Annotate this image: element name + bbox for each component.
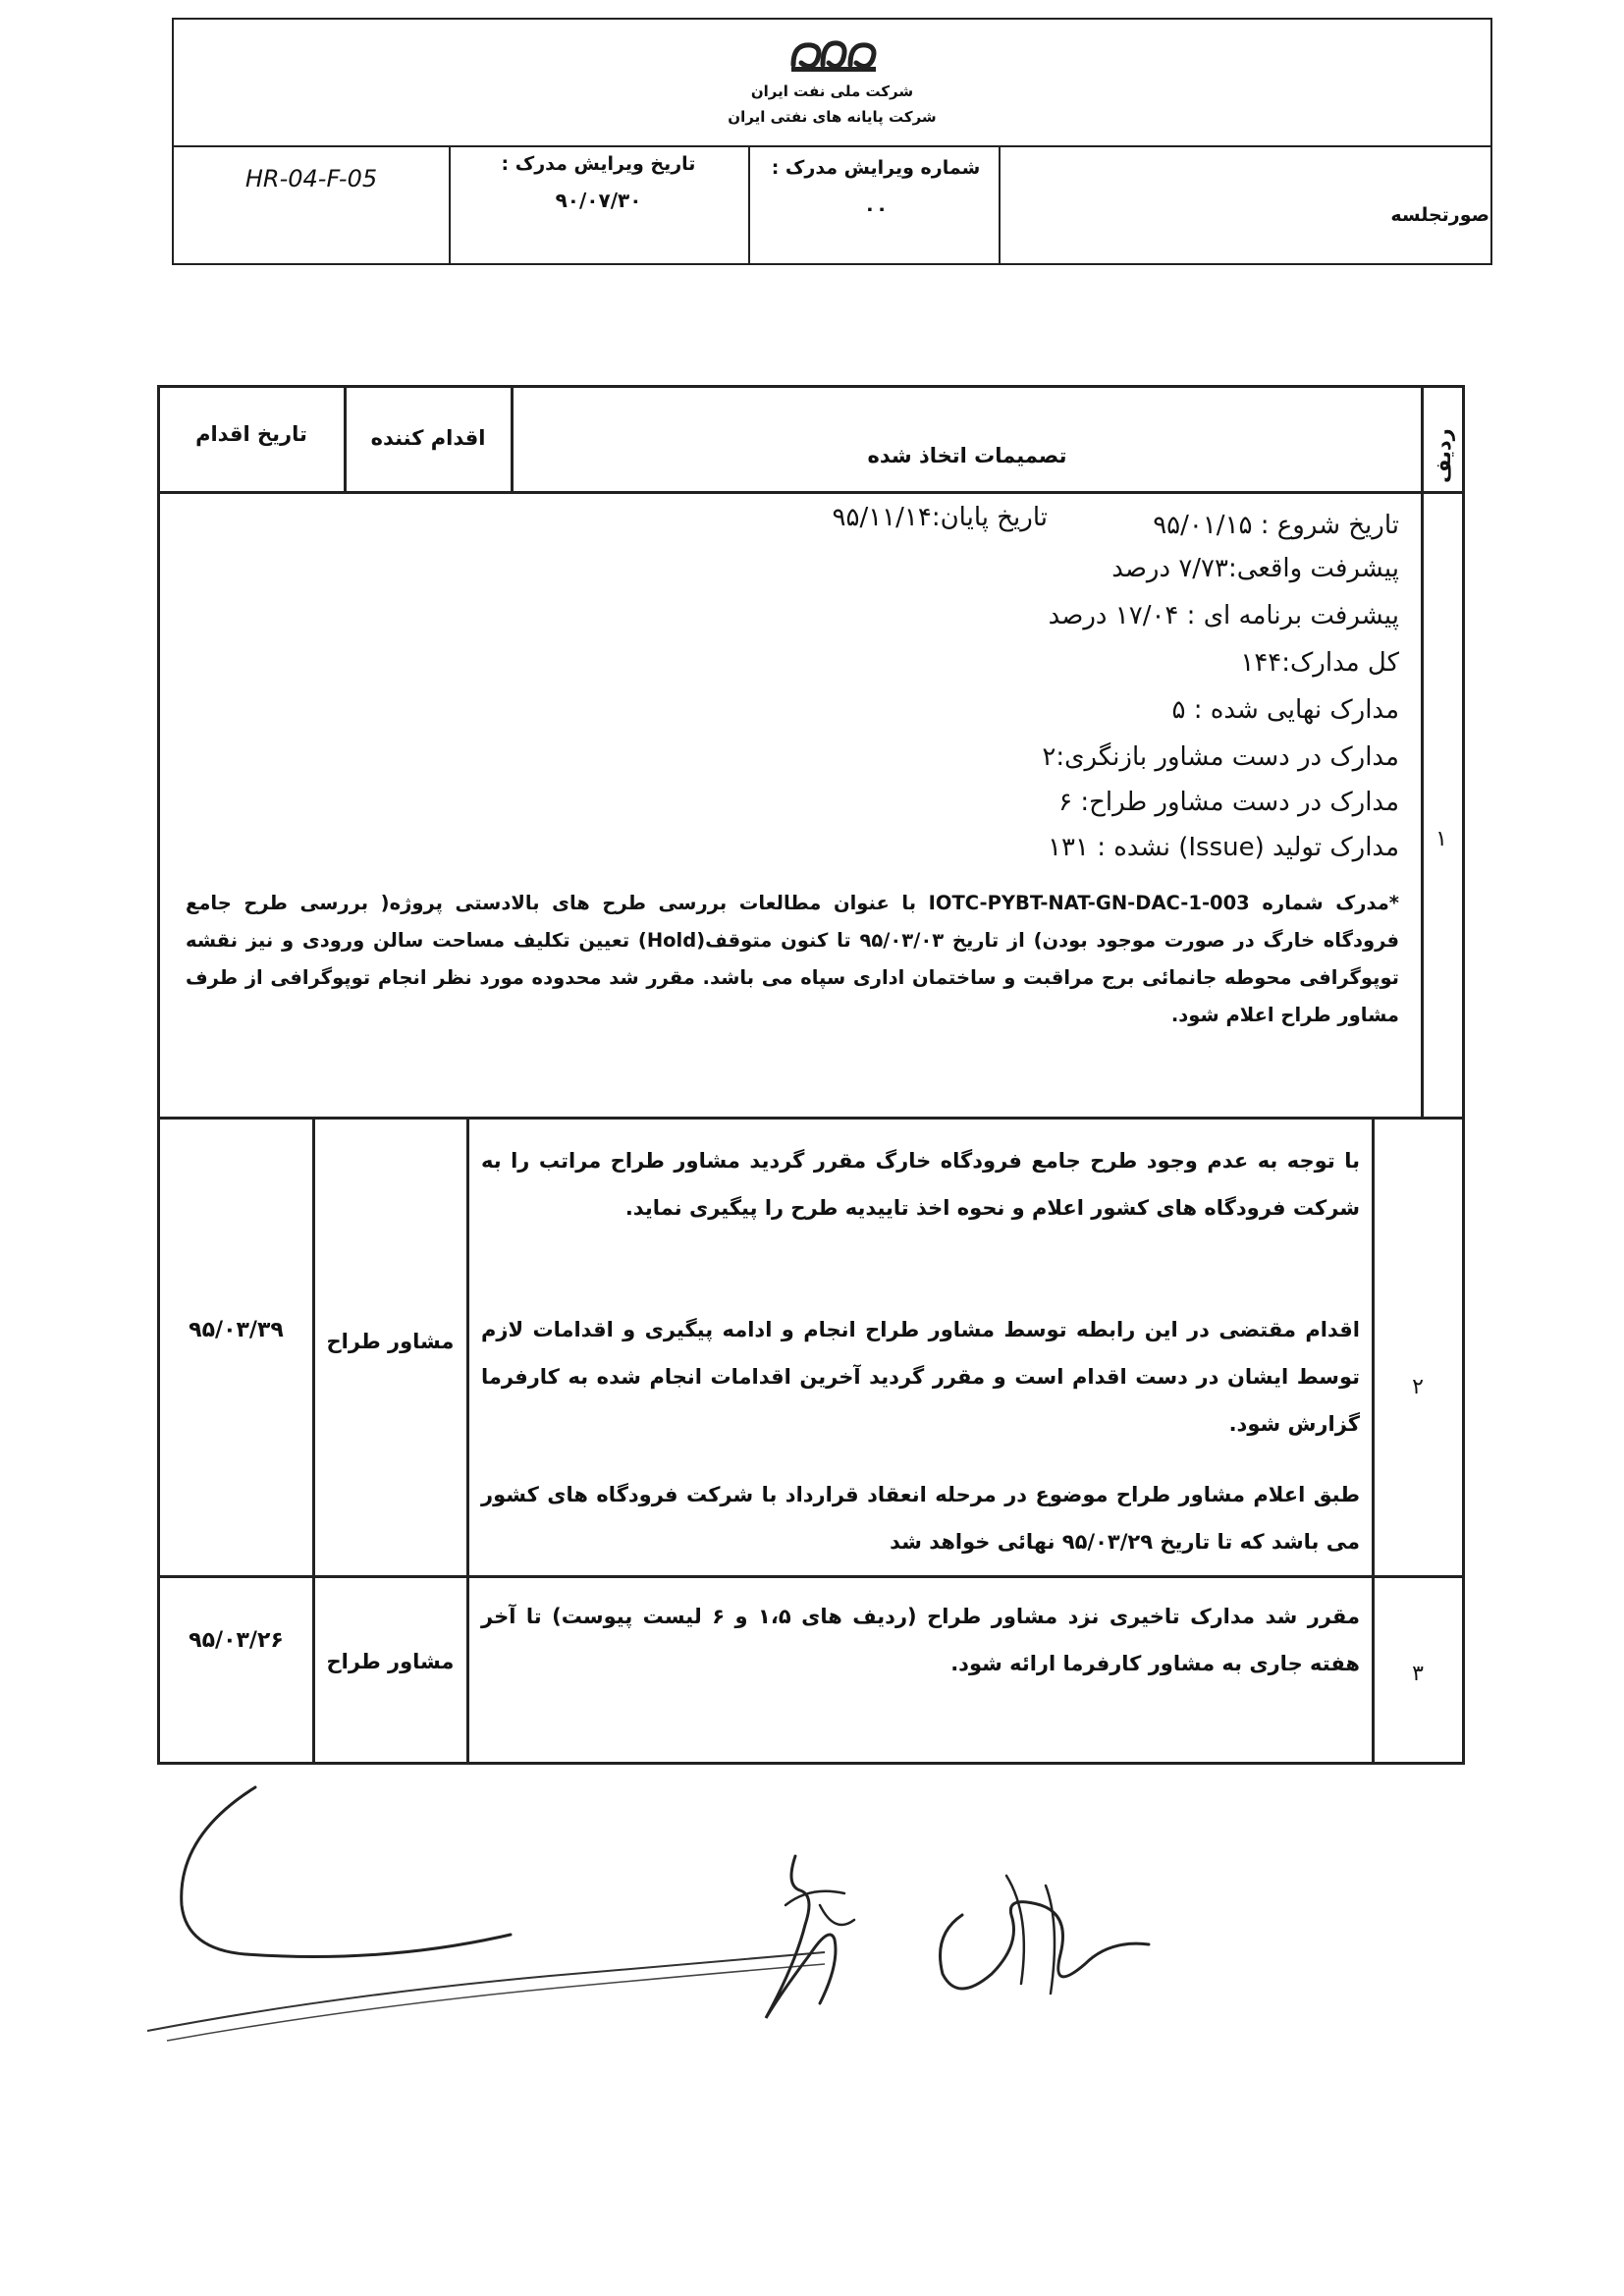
- nioc-logo-icon: [784, 31, 882, 75]
- row-3-decisions: [481, 1593, 1360, 1760]
- signature-2: [727, 1846, 923, 2043]
- row-1-line-total-docs: کل مدارک:۱۴۴: [1240, 648, 1399, 678]
- row-3-action-date: ۹۵/۰۳/۲۶: [189, 1628, 284, 1653]
- row-1-line-start-date: تاریخ شروع : ۹۵/۰۱/۱۵: [1153, 511, 1399, 540]
- revision-date-label: تاریخ ویرایش مدرک :: [501, 153, 696, 175]
- row-1-line-not-issued-docs: مدارک تولید (Issue) نشده : ۱۳۱: [1048, 833, 1399, 862]
- row-1-line-finalized-docs: مدارک نهایی شده : ۵: [1171, 695, 1399, 725]
- header-actor: اقدام کننده: [370, 426, 486, 450]
- row-2-paragraph-3: طبق اعلام مشاور طراح موضوع در مرحله انعقاد قرارداد با شرکت فرودگاه های کشور می باشد که تا تاریخ ۹۵/۰۳/۲۹ نهائی خواهد شد: [481, 1483, 1360, 1554]
- row-2-number: ۲: [1412, 1375, 1424, 1399]
- revision-number-label: شماره ویرایش مدرک :: [771, 157, 981, 179]
- revision-date-value: ۹۰/۰۷/۳۰: [555, 189, 642, 212]
- header-row-number: ردیف: [1432, 428, 1455, 483]
- revision-number-value: ۰۰: [863, 196, 889, 220]
- signature-3: [913, 1856, 1168, 2052]
- header-action-date: تاریخ اقدام: [195, 422, 307, 446]
- header-decisions: تصمیمات اتخاذ شده: [867, 444, 1067, 467]
- row-2-action-date: ۹۵/۰۳/۳۹: [189, 1318, 284, 1342]
- company-name-iotc: شرکت پایانه های نفتی ایران: [728, 108, 937, 126]
- row-1-decisions: [160, 494, 1421, 1117]
- document-code: HR-04-F-05: [244, 165, 378, 192]
- row-1-note: *مدرک شماره IOTC-PYBT-NAT-GN-DAC-1-003 با عنوان مطالعات بررسی طرح های بالادستی پروژه( بررسی طرح جامع فرودگاه خارگ در صورت موجود بودن) از تاریخ ۹۵/۰۳/۰۳ تا کنون متوقف(Hold) تعیین تکلیف مساحت سالن ورودی و نیز نقشه توپوگرافی محوطه جانمائی برج مراقبت و ساختمان اداری سپاه می باشد. مقرر شد محدوده مورد نظر انجام توپوگرافی از طرف مشاور طراح اعلام شود.: [186, 892, 1399, 1026]
- row-1-end-date: تاریخ پایان:۹۵/۱۱/۱۴: [832, 503, 1048, 532]
- row-3-actor: مشاور طراح: [326, 1650, 455, 1673]
- row-3-paragraph-1: مقرر شد مدارک تاخیری نزد مشاور طراح (ردیف های ۱،۵ و ۶ لیست پیوست) تا آخر هفته جاری به مشاور کارفرما ارائه شود.: [481, 1605, 1360, 1675]
- row-2-paragraph-2: اقدام مقتضی در این رابطه توسط مشاور طراح انجام و ادامه پیگیری و اقدامات لازم توسط ایشان در دست اقدام است و مقرر گردید آخرین اقدامات انجام شده به کارفرما گزارش شود.: [481, 1318, 1360, 1436]
- document-header: [172, 18, 1492, 265]
- row-1-line-actual-progress: پیشرفت واقعی:۷/۷۳ درصد: [1111, 554, 1399, 583]
- row-2-decisions: [481, 1137, 1360, 1569]
- row-3-number: ۳: [1412, 1662, 1424, 1686]
- row-1-line-review-docs: مدارک در دست مشاور بازنگری:۲: [1042, 742, 1399, 772]
- company-name-nioc: شرکت ملی نفت ایران: [750, 82, 914, 100]
- row-2-actor: مشاور طراح: [326, 1330, 455, 1353]
- minutes-table: [157, 385, 1465, 1765]
- row-1-number: ۱: [1435, 827, 1447, 851]
- row-1-line-designer-docs: مدارک در دست مشاور طراح: ۶: [1058, 788, 1399, 817]
- row-2-paragraph-1: با توجه به عدم وجود طرح جامع فرودگاه خارگ مقرر گردید مشاور طراح مراتب را به شرکت فرودگاه های کشور اعلام و نحوه اخذ تاییدیه طرح را پیگیری نماید.: [481, 1149, 1360, 1220]
- row-1-line-planned-progress: پیشرفت برنامه ای : ۱۷/۰۴ درصد: [1048, 601, 1399, 630]
- document-title: صورتجلسه: [1390, 204, 1489, 226]
